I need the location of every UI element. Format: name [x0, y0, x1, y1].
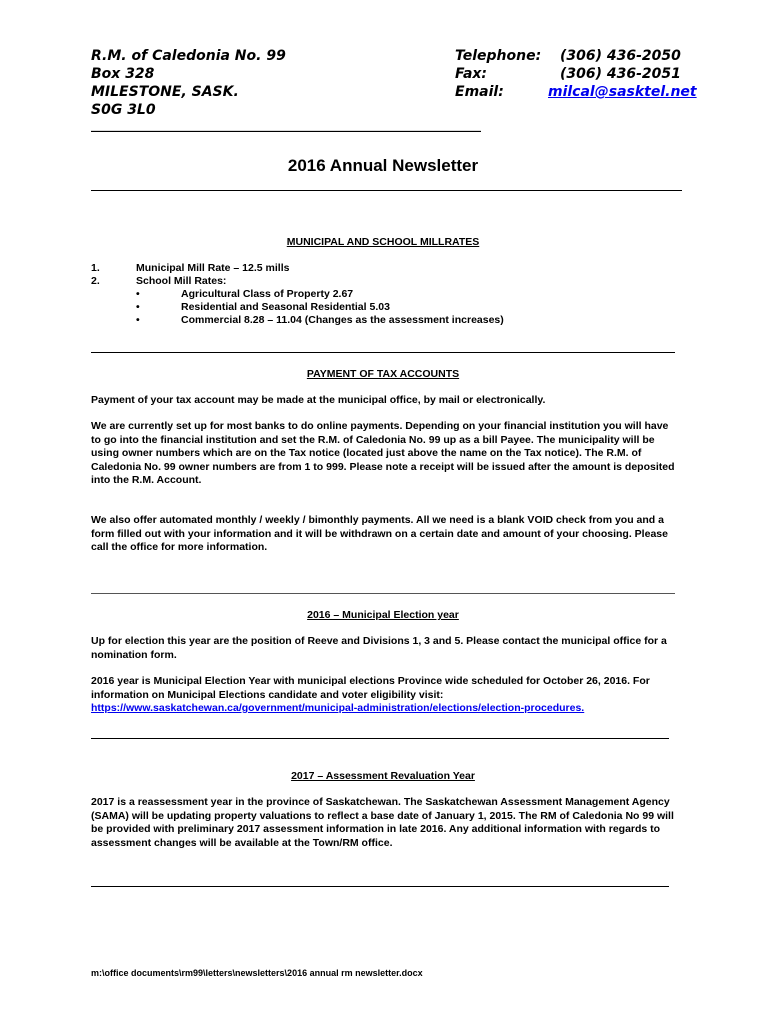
residential-rate: Residential and Seasonal Residential 5.03: [181, 301, 390, 313]
bullet-marker: •: [136, 288, 140, 300]
commercial-rate: Commercial 8.28 – 11.04 (Changes as the assessment increases): [181, 314, 504, 326]
election-paragraph-1: Up for election this year are the position of Reeve and Divisions 1, 3 and 5. Please contact the municipal office for a nomination form.: [91, 635, 667, 661]
payment-heading: PAYMENT OF TAX ACCOUNTS: [306, 368, 460, 380]
election-heading: 2016 – Municipal Election year: [307, 609, 459, 621]
telephone-label: Telephone:: [455, 48, 542, 64]
header-rule: _________________________________________________________________: [91, 118, 481, 132]
newsletter-title: 2016 Annual Newsletter: [287, 156, 479, 175]
org-box: Box 328: [91, 66, 155, 82]
org-name: R.M. of Caledonia No. 99: [91, 48, 286, 64]
email-link[interactable]: milcal@sasktel.net: [548, 84, 697, 100]
section-divider: [91, 352, 675, 353]
file-path-footer: m:\office documents\rm99\letters\newsletters\2016 annual rm newsletter.docx: [91, 968, 423, 978]
org-address: [91, 47, 286, 119]
telephone-value: (306) 436-2050: [560, 48, 681, 64]
millrates-heading: MUNICIPAL AND SCHOOL MILLRATES: [286, 236, 480, 248]
election-paragraph-2: 2016 year is Municipal Election Year with municipal elections Province wide scheduled for October 26, 2016. For information on Municipal Elections candidate and voter eligibility visit: https://www.saskatchewan.ca/government/municipal-administration/elections/election-procedures.: [91, 675, 681, 716]
list-number-2: 2.: [91, 275, 100, 287]
municipal-mill-rate: Municipal Mill Rate – 12.5 mills: [136, 262, 290, 274]
agricultural-rate: Agricultural Class of Property 2.67: [181, 288, 354, 300]
contact-labels: [455, 47, 541, 101]
election-procedures-link[interactable]: https://www.saskatchewan.ca/government/municipal-administration/elections/election-procedures.: [91, 702, 585, 714]
assessment-heading: 2017 – Assessment Revaluation Year: [291, 770, 475, 782]
email-label: Email:: [455, 84, 504, 100]
bullet-marker: •: [136, 301, 140, 313]
section-divider: [91, 738, 669, 739]
section-divider: [91, 593, 675, 594]
org-postal-code: S0G 3L0: [91, 102, 156, 118]
payment-paragraph-1: Payment of your tax account may be made at the municipal office, by mail or electronically.: [91, 394, 546, 406]
title-divider: [91, 190, 682, 191]
section-divider: [91, 886, 669, 887]
contact-values: [548, 47, 697, 101]
fax-value: (306) 436-2051: [560, 66, 681, 82]
org-city: MILESTONE, SASK.: [91, 84, 239, 100]
list-number-1: 1.: [91, 262, 100, 274]
fax-label: Fax:: [455, 66, 488, 82]
bullet-marker: •: [136, 314, 140, 326]
assessment-paragraph: 2017 is a reassessment year in the province of Saskatchewan. The Saskatchewan Assessment Management Agency (SAMA) will be updating property valuations to reflect a base date of January 1, 2015. The RM of Caledonia No 99 will be provided with preliminary 2017 assessment information in late 2016. Any additional information with regards to assessment changes will be available at the Town/RM office.: [91, 796, 674, 849]
school-mill-rates-label: School Mill Rates:: [136, 275, 227, 287]
payment-paragraph-2: We are currently set up for most banks to do online payments. Depending on your financial institution you will have to go into the financial institution and set the R.M. of Caledonia No. 99 up as a bill Payee. The municipality will be using owner numbers which are on the Tax notice (located just above the name on the Tax notice). The R.M. of Caledonia No. 99 owner numbers are from 1 to 999. Please note a receipt will be issued after the amount is deposited into the R.M. Account.: [91, 420, 675, 486]
payment-paragraph-3: We also offer automated monthly / weekly / bimonthly payments. All we need is a blank VOID check from you and a form filled out with your information and it will be withdrawn on a certain date and amount of your choosing. Please call the office for more information.: [91, 514, 668, 553]
